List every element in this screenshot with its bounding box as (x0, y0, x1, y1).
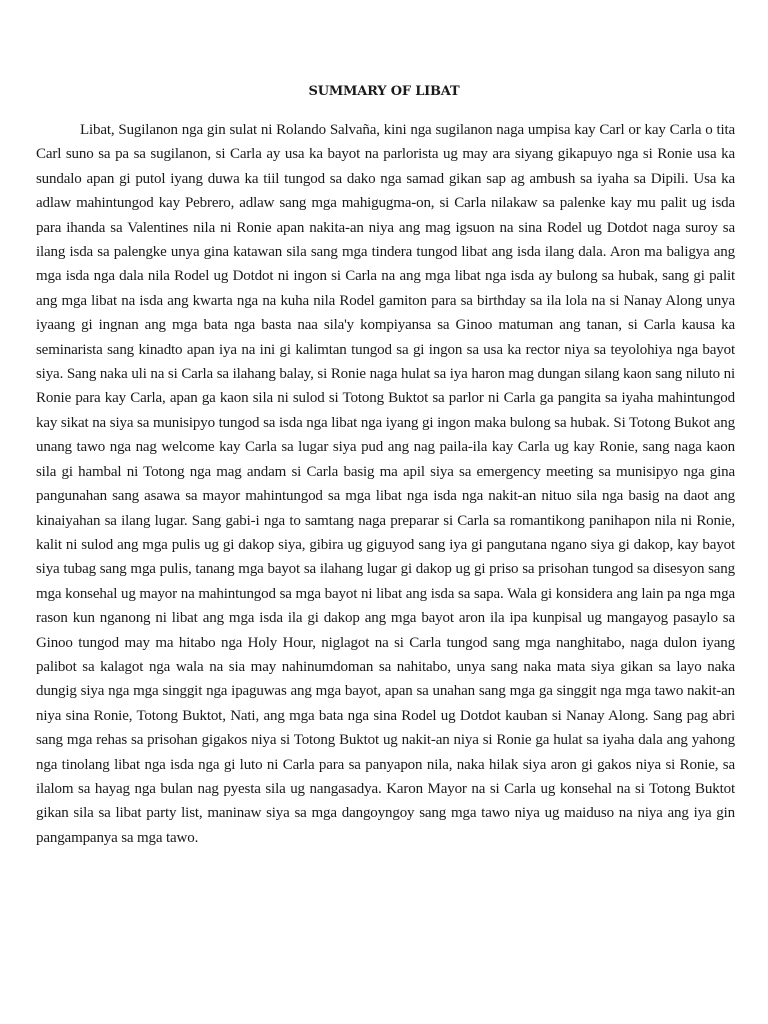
summary-paragraph: Libat, Sugilanon nga gin sulat ni Rolando Salvaña, kini nga sugilanon naga umpisa kay Carl or kay Carla o tita Carl suno sa pa sa sugilanon, si Carla ay usa ka bayot na parlorista ug may ara siyang gikapuyo nga si Ronie usa ka sundalo apan gi putol iyang duwa ka tiil tungod sa dako nga samad gikan sap ag ambush sa iyaha sa Dipili. Usa ka adlaw mahintungod kay Pebrero, adlaw sang mga mahigugma-on, si Carla nilakaw sa palenke kay mu palit ug isda para ihanda sa Valentines nila ni Ronie apan nakita-an niya ang mag igsuon na sina Rodel ug Dotdot naga suroy sa ilang isda sa palengke unya gina katawan sila sang mga tindera tungod libat ang isda ilang dala. Aron ma baligya ang mga isda nga dala nila Rodel ug Dotdot ni ingon si Carla na ang mga libat nga isda ay bulong sa hubak, sang gi palit ang mga libat na isda ang kwarta nga na kuha nila Rodel gamiton para sa birthday sa ila lola na si Nanay Along unya iyaang gi ingnan ang mga bata nga basta naa sila'y kompiyansa sa Ginoo matuman ang tanan, si Carla kausa ka seminarista sang kinadto apan iya na ini gi kalimtan tungod sa gi ingon sa usa ka rector niya sa teyolohiya nga bayot siya. Sang naka uli na si Carla sa ilahang balay, si Ronie naga hulat sa iya haron mag dungan silang kaon sang niluto ni Ronie para kay Carla, apan ga kaon sila ni sulod si Totong Buktot sa parlor ni Carla ga pangita sa iyaha mahintungod kay sikat na siya sa munisipyo tungod sa isda nga libat nga iyang gi ingon maka bulong sa hubak. Si Totong Bukot ang unang tawo nga nag welcome kay Carla sa lugar siya pud ang nag paila-ila kay Carla ug kay Ronie, sang naga kaon sila gi hambal ni Totong nga mag andam si Carla basig ma apil siya sa emergency meeting sa munisipyo nga gina pangunahan sang asawa sa mayor mahintungod sa mga libat nga isda nga nakit-an nituo sila nga basig na daot ang kinaiyahan sa ilang lugar. Sang gabi-i nga to samtang naga preparar si Carla sa romantikong panihapon nila ni Ronie, kalit ni sulod ang mga pulis ug gi dakop siya, gibira ug giguyod sang iya gi pangutana ngano siya gi dakop, kay bayot siya tubag sang mga pulis, tanang mga bayot sa ilahang lugar gi dakop ug gi priso sa prisohan tungod sa disesyon sang mga konsehal ug mayor na mahintungod sa mga bayot ni libat ang isda sa sapa. Wala gi konsidera ang lain pa nga mga rason kun nganong ni libat ang mga isda ila gi dakop ang mga bayot aron ila ipa kunpisal ug mangayog pasaylo sa Ginoo tungod may ma hitabo nga Holy Hour, niglagot na si Carla tungod sang mga nanghitabo, naga dulon iyang palibot sa kalagot nga wala na sia may nahinumdoman sa nahitabo, unya sang naka mata siya gikan sa layo naka dungig siya nga mga singgit nga ipaguwas ang mga bayot, apan sa unahan sang mga ga singgit nga mga tawo nakit-an niya sina Ronie, Totong Buktot, Nati, ang mga bata nga sina Rodel ug Dotdot kauban si Nanay Along. Sang pag abri sang mga rehas sa prisohan gigakos niya si Totong Buktot ug nakit-an niya si Ronie ga hulat sa iyaha dala ang yahong nga tinolang libat nga isda nga gi luto ni Carla para sa panyapon nila, naka hilak siya aron gi gakos niya si Ronie, sa ilalom sa hayag nga bulan nag pyesta sila ug nangasadya. Karon Mayor na si Carla ug konsehal na si Totong Buktot gikan sila sa libat party list, maninaw siya sa mga dangoyngoy sang mga tawo niya ug maiduso na niya ang iya gin pangampanya sa mga tawo. (36, 122, 735, 846)
document-title: SUMMARY OF LIBAT (308, 84, 460, 99)
